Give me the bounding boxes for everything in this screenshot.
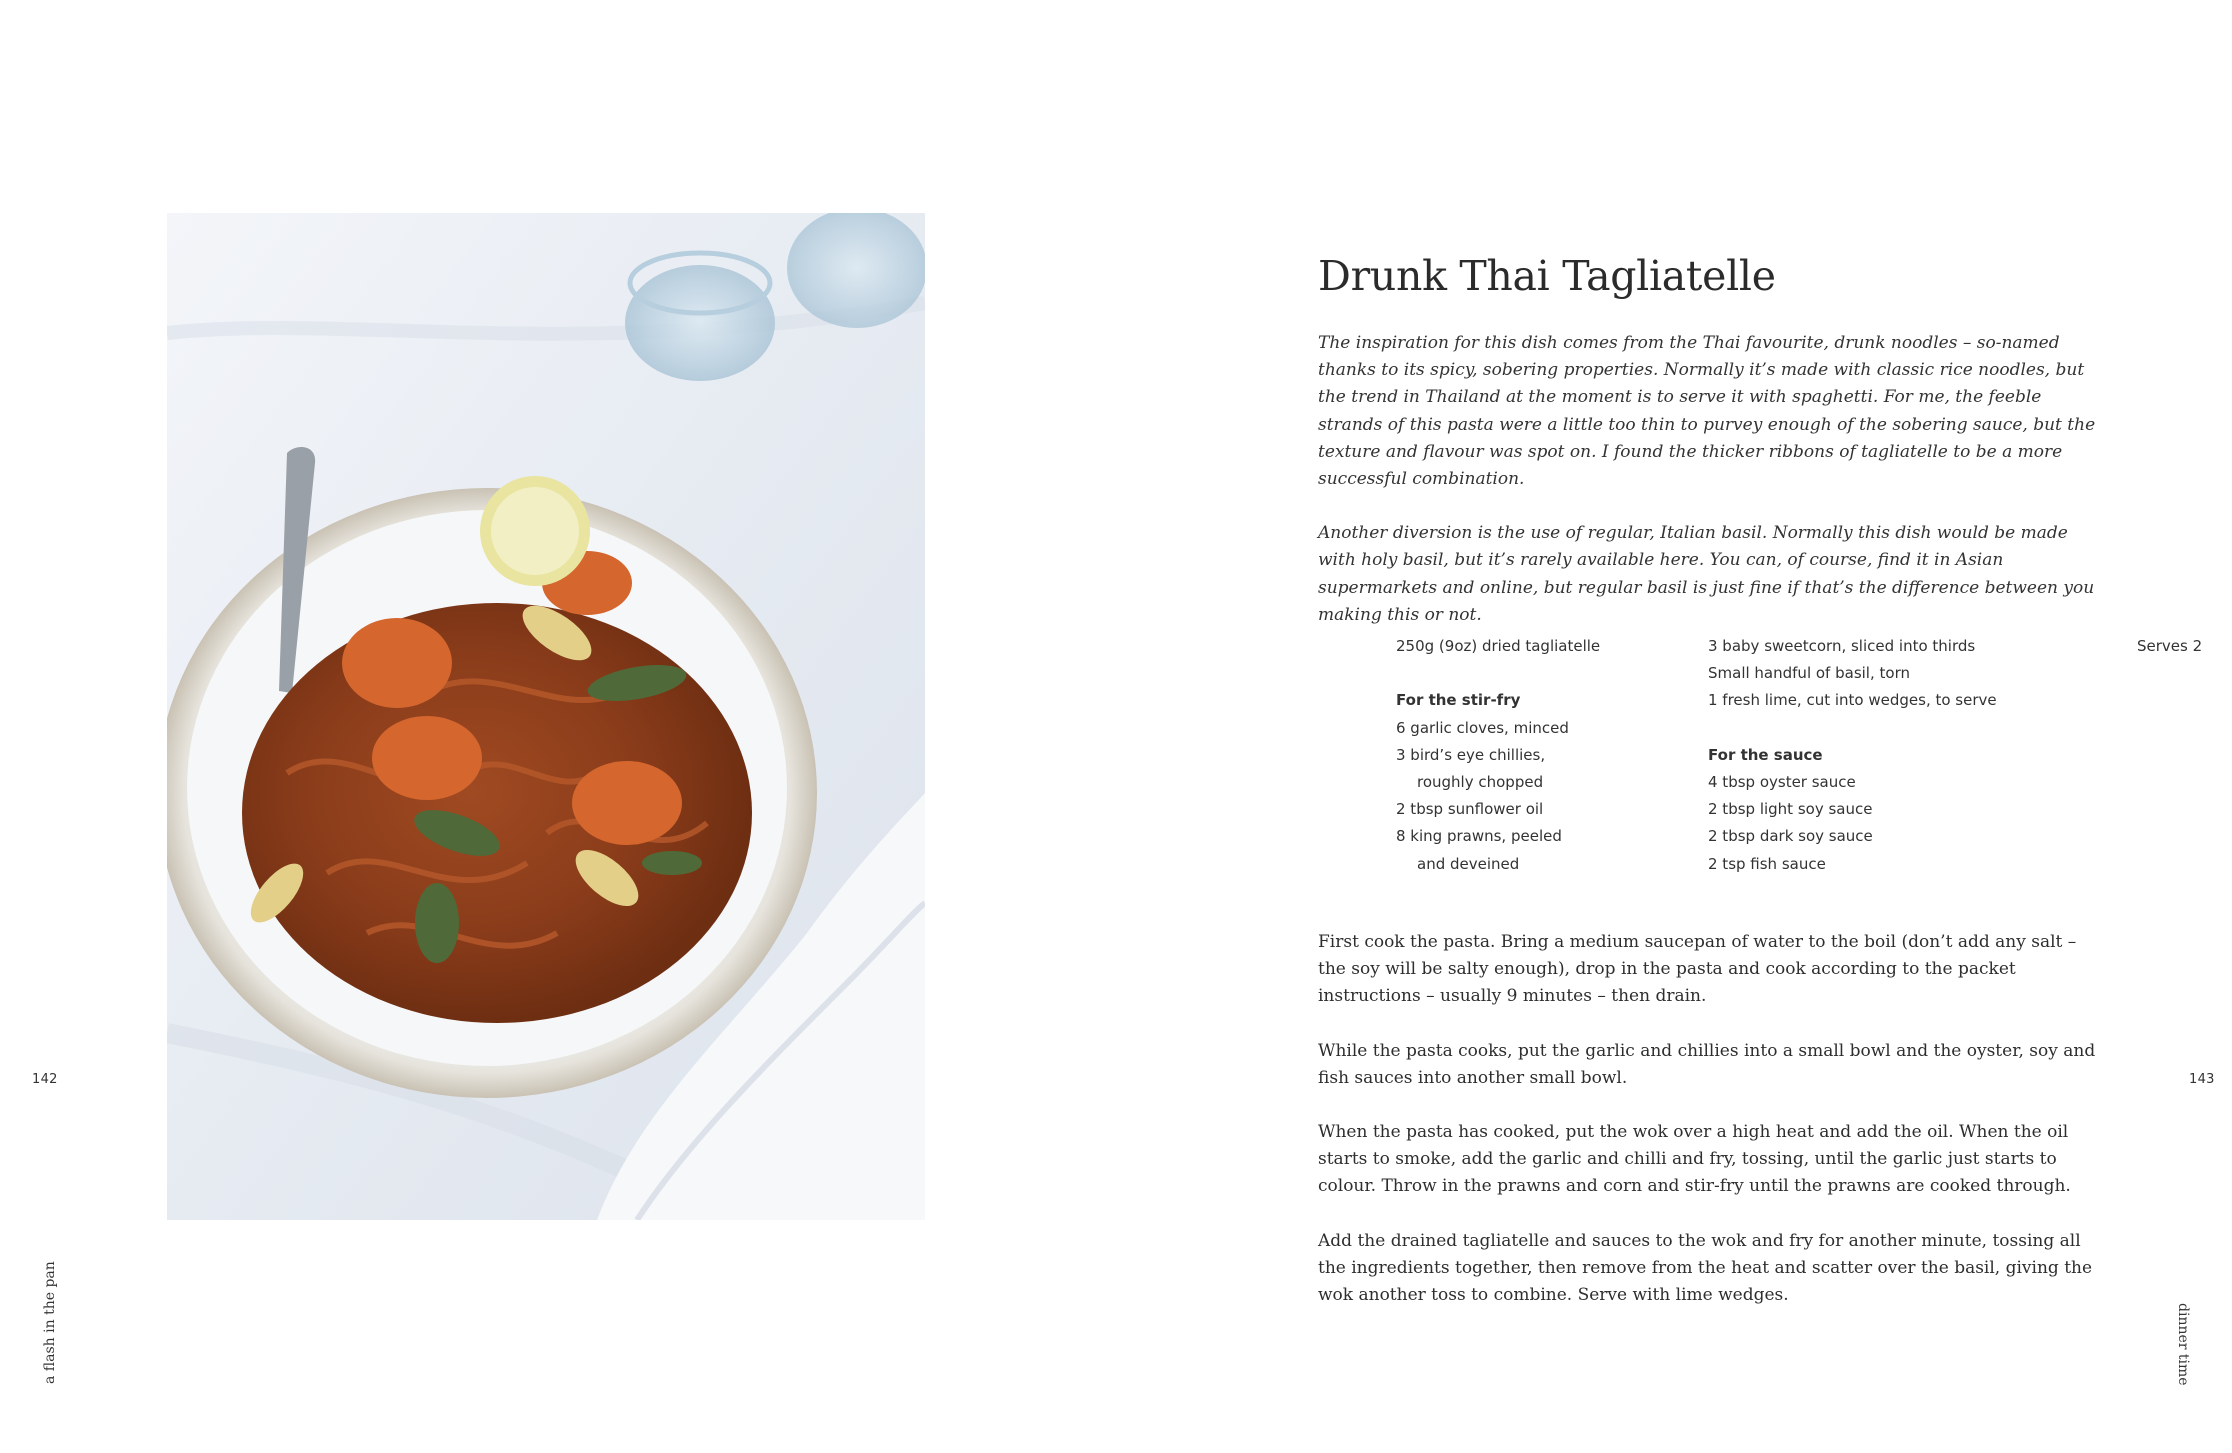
ingredient-item: 2 tbsp dark soy sauce bbox=[1708, 827, 1873, 846]
intro-paragraph: The inspiration for this dish comes from the Thai favourite, drunk noodles – so-named thanks to its spicy, sobering properties. Normally it’s made with classic rice noodles, but the trend in Thailand at the moment is to serve it with spaghetti. For me, the feeble strands of this pasta were a little too thin to purvey enough of the sobering sauce, but the texture and flavour was spot on. I found the thicker ribbons of tagliatelle to be a more successful combination. bbox=[1318, 333, 2096, 490]
recipe-method bbox=[1318, 929, 2098, 1336]
ingredient-item-continued: and deveined bbox=[1417, 854, 1520, 873]
method-step: First cook the pasta. Bring a medium saucepan of water to the boil (don’t add any salt – the soy will be salty enough), drop in the pasta and cook according to the packet instructions – usually 9 minutes – then drain. bbox=[1318, 932, 2077, 1007]
ingredient-item: 4 tbsp oyster sauce bbox=[1708, 773, 1856, 791]
ingredients-column-2 bbox=[1708, 633, 2028, 878]
ingredient-item: 2 tbsp sunflower oil bbox=[1396, 800, 1544, 819]
method-step: Add the drained tagliatelle and sauces to the wok and fry for another minute, tossing all the ingredients together, then remove from the heat and scatter over the basil, giving the wok another toss to combine. Serve with lime wedges. bbox=[1318, 1230, 2093, 1306]
ingredient-item: 6 garlic cloves, minced bbox=[1396, 718, 1569, 737]
ingredients-subheading: For the stir-fry bbox=[1396, 691, 1521, 710]
recipe-photo bbox=[167, 213, 925, 1220]
ingredients-subheading: For the sauce bbox=[1708, 745, 1823, 764]
recipe-title: Drunk Thai Tagliatelle bbox=[1318, 252, 1776, 300]
recipe-intro bbox=[1318, 330, 2098, 656]
ingredient-item: 1 fresh lime, cut into wedges, to serve bbox=[1708, 691, 1997, 710]
ingredient-item: 250g (9oz) dried tagliatelle bbox=[1396, 637, 1601, 655]
ingredient-item: 8 king prawns, peeled bbox=[1396, 827, 1562, 846]
running-head-left: a flash in the pan bbox=[42, 1261, 58, 1384]
ingredient-item: 2 tsp fish sauce bbox=[1708, 854, 1826, 873]
ingredient-item: 3 baby sweetcorn, sliced into thirds bbox=[1708, 637, 1976, 655]
method-step: When the pasta has cooked, put the wok over a high heat and add the oil. When the oil starts to smoke, add the garlic and chilli and fry, tossing, until the garlic just starts to colour. Throw in the prawns and corn and stir-fry until the prawns are cooked through. bbox=[1318, 1122, 2071, 1197]
ingredient-item: Small handful of basil, torn bbox=[1708, 664, 1910, 683]
method-step: While the pasta cooks, put the garlic and chillies into a small bowl and the oyster, soy and fish sauces into another small bowl. bbox=[1318, 1040, 2096, 1088]
running-head-right: dinner time bbox=[2175, 1303, 2191, 1386]
intro-paragraph: Another diversion is the use of regular, Italian basil. Normally this dish would be made with holy basil, but it’s rarely available here. You can, of course, find it in Asian supermarkets and online, but regular basil is just fine if that’s the difference between you making this or not. bbox=[1318, 523, 2095, 625]
pasta-dish-illustration bbox=[167, 213, 925, 1220]
ingredient-item-continued: roughly chopped bbox=[1417, 773, 1544, 791]
ingredient-item: 3 bird’s eye chillies, bbox=[1396, 745, 1546, 764]
page-number-right: 143 bbox=[2189, 1072, 2215, 1087]
page-number-left: 142 bbox=[32, 1072, 58, 1087]
ingredients-column-1 bbox=[1396, 633, 1686, 878]
serves-label: Serves 2 bbox=[2137, 637, 2203, 655]
ingredient-item: 2 tbsp light soy sauce bbox=[1708, 800, 1873, 819]
